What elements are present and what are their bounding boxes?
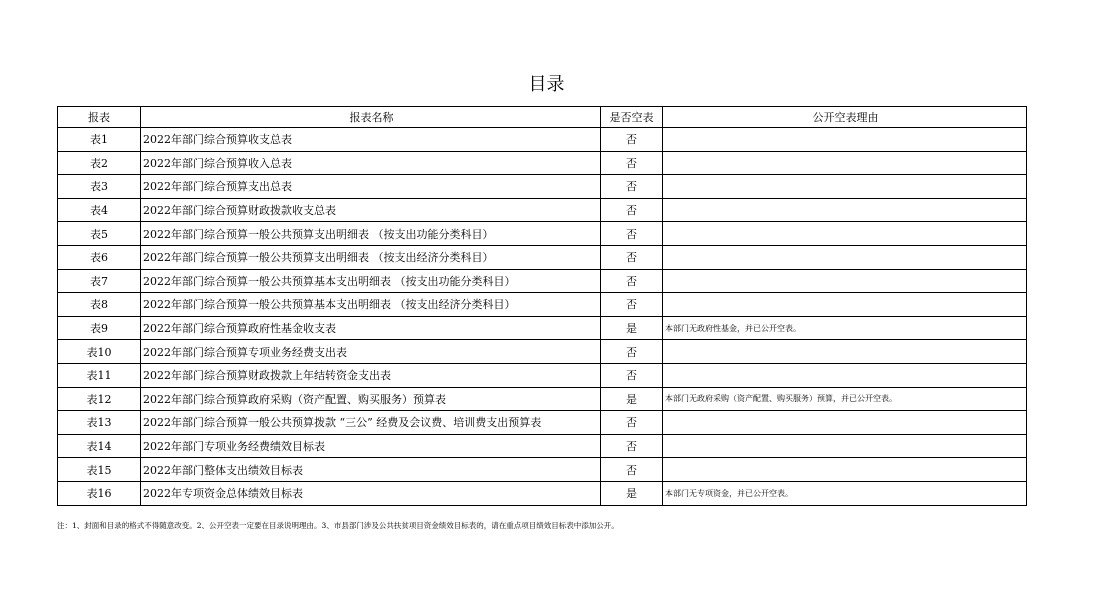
row-reason — [663, 222, 1027, 246]
row-name: 2022年部门综合预算一般公共预算支出明细表 （按支出功能分类科目） — [141, 222, 601, 246]
table-row — [58, 411, 1027, 435]
row-no: 表12 — [58, 387, 141, 411]
table-header-row — [58, 107, 1027, 128]
row-is-empty: 否 — [601, 434, 663, 458]
row-name: 2022年部门综合预算专项业务经费支出表 — [141, 340, 601, 364]
row-reason — [663, 151, 1027, 175]
row-no: 表15 — [58, 458, 141, 482]
row-no: 表7 — [58, 269, 141, 293]
table-row — [58, 363, 1027, 387]
row-no: 表3 — [58, 175, 141, 199]
catalog-table — [57, 106, 1027, 506]
table-row — [58, 198, 1027, 222]
row-reason — [663, 434, 1027, 458]
table-row — [58, 316, 1027, 340]
header-is-empty: 是否空表 — [601, 107, 663, 128]
row-is-empty: 是 — [601, 316, 663, 340]
table-row — [58, 128, 1027, 152]
row-is-empty: 否 — [601, 128, 663, 152]
row-name: 2022年部门综合预算一般公共预算支出明细表 （按支出经济分类科目） — [141, 245, 601, 269]
row-is-empty: 否 — [601, 340, 663, 364]
row-no: 表16 — [58, 481, 141, 505]
table-row — [58, 340, 1027, 364]
row-reason — [663, 458, 1027, 482]
row-reason — [663, 198, 1027, 222]
row-reason — [663, 340, 1027, 364]
table-row — [58, 458, 1027, 482]
row-is-empty: 否 — [601, 175, 663, 199]
row-name: 2022年部门综合预算一般公共预算拨款 “三公” 经费及会议费、培训费支出预算表 — [141, 411, 601, 435]
row-is-empty: 是 — [601, 387, 663, 411]
row-no: 表4 — [58, 198, 141, 222]
page-title: 目录 — [528, 74, 565, 95]
row-no: 表8 — [58, 293, 141, 317]
row-is-empty: 否 — [601, 245, 663, 269]
row-reason — [663, 245, 1027, 269]
row-is-empty: 是 — [601, 481, 663, 505]
row-no: 表1 — [58, 128, 141, 152]
row-no: 表5 — [58, 222, 141, 246]
row-is-empty: 否 — [601, 293, 663, 317]
row-no: 表11 — [58, 363, 141, 387]
table-row — [58, 293, 1027, 317]
row-reason: 本部门无专项资金，并已公开空表。 — [663, 481, 1027, 505]
table-row — [58, 175, 1027, 199]
row-no: 表14 — [58, 434, 141, 458]
table-row — [58, 222, 1027, 246]
row-is-empty: 否 — [601, 411, 663, 435]
row-name: 2022年部门综合预算政府采购（资产配置、购买服务）预算表 — [141, 387, 601, 411]
row-no: 表9 — [58, 316, 141, 340]
header-reason: 公开空表理由 — [663, 107, 1027, 128]
row-name: 2022年部门综合预算财政拨款收支总表 — [141, 198, 601, 222]
row-reason — [663, 363, 1027, 387]
row-is-empty: 否 — [601, 269, 663, 293]
row-reason — [663, 175, 1027, 199]
row-is-empty: 否 — [601, 198, 663, 222]
row-name: 2022年部门综合预算支出总表 — [141, 175, 601, 199]
row-name: 2022年部门综合预算政府性基金收支表 — [141, 316, 601, 340]
row-name: 2022年部门综合预算收支总表 — [141, 128, 601, 152]
row-name: 2022年部门专项业务经费绩效目标表 — [141, 434, 601, 458]
row-reason: 本部门无政府采购（资产配置、购买服务）预算，并已公开空表。 — [663, 387, 1027, 411]
row-no: 表2 — [58, 151, 141, 175]
row-is-empty: 否 — [601, 458, 663, 482]
row-is-empty: 否 — [601, 363, 663, 387]
row-name: 2022年部门综合预算一般公共预算基本支出明细表 （按支出功能分类科目） — [141, 269, 601, 293]
header-name: 报表名称 — [141, 107, 601, 128]
table-row — [58, 387, 1027, 411]
row-is-empty: 否 — [601, 222, 663, 246]
row-reason — [663, 269, 1027, 293]
row-no: 表13 — [58, 411, 141, 435]
row-name: 2022年部门综合预算财政拨款上年结转资金支出表 — [141, 363, 601, 387]
table-row — [58, 269, 1027, 293]
table-row — [58, 151, 1027, 175]
row-is-empty: 否 — [601, 151, 663, 175]
row-reason: 本部门无政府性基金，并已公开空表。 — [663, 316, 1027, 340]
table-row — [58, 481, 1027, 505]
footnote: 注：1、封面和目录的格式不得随意改变。2、公开空表一定要在目录说明理由。3、市县部门涉及公共扶贫项目资金绩效目标表的，请在重点项目绩效目标表中添加公开。 — [57, 521, 619, 530]
row-name: 2022年专项资金总体绩效目标表 — [141, 481, 601, 505]
row-name: 2022年部门整体支出绩效目标表 — [141, 458, 601, 482]
row-reason — [663, 293, 1027, 317]
row-no: 表10 — [58, 340, 141, 364]
row-reason — [663, 411, 1027, 435]
row-name: 2022年部门综合预算一般公共预算基本支出明细表 （按支出经济分类科目） — [141, 293, 601, 317]
row-no: 表6 — [58, 245, 141, 269]
table-row — [58, 245, 1027, 269]
header-no: 报表 — [58, 107, 141, 128]
row-name: 2022年部门综合预算收入总表 — [141, 151, 601, 175]
table-row — [58, 434, 1027, 458]
row-reason — [663, 128, 1027, 152]
